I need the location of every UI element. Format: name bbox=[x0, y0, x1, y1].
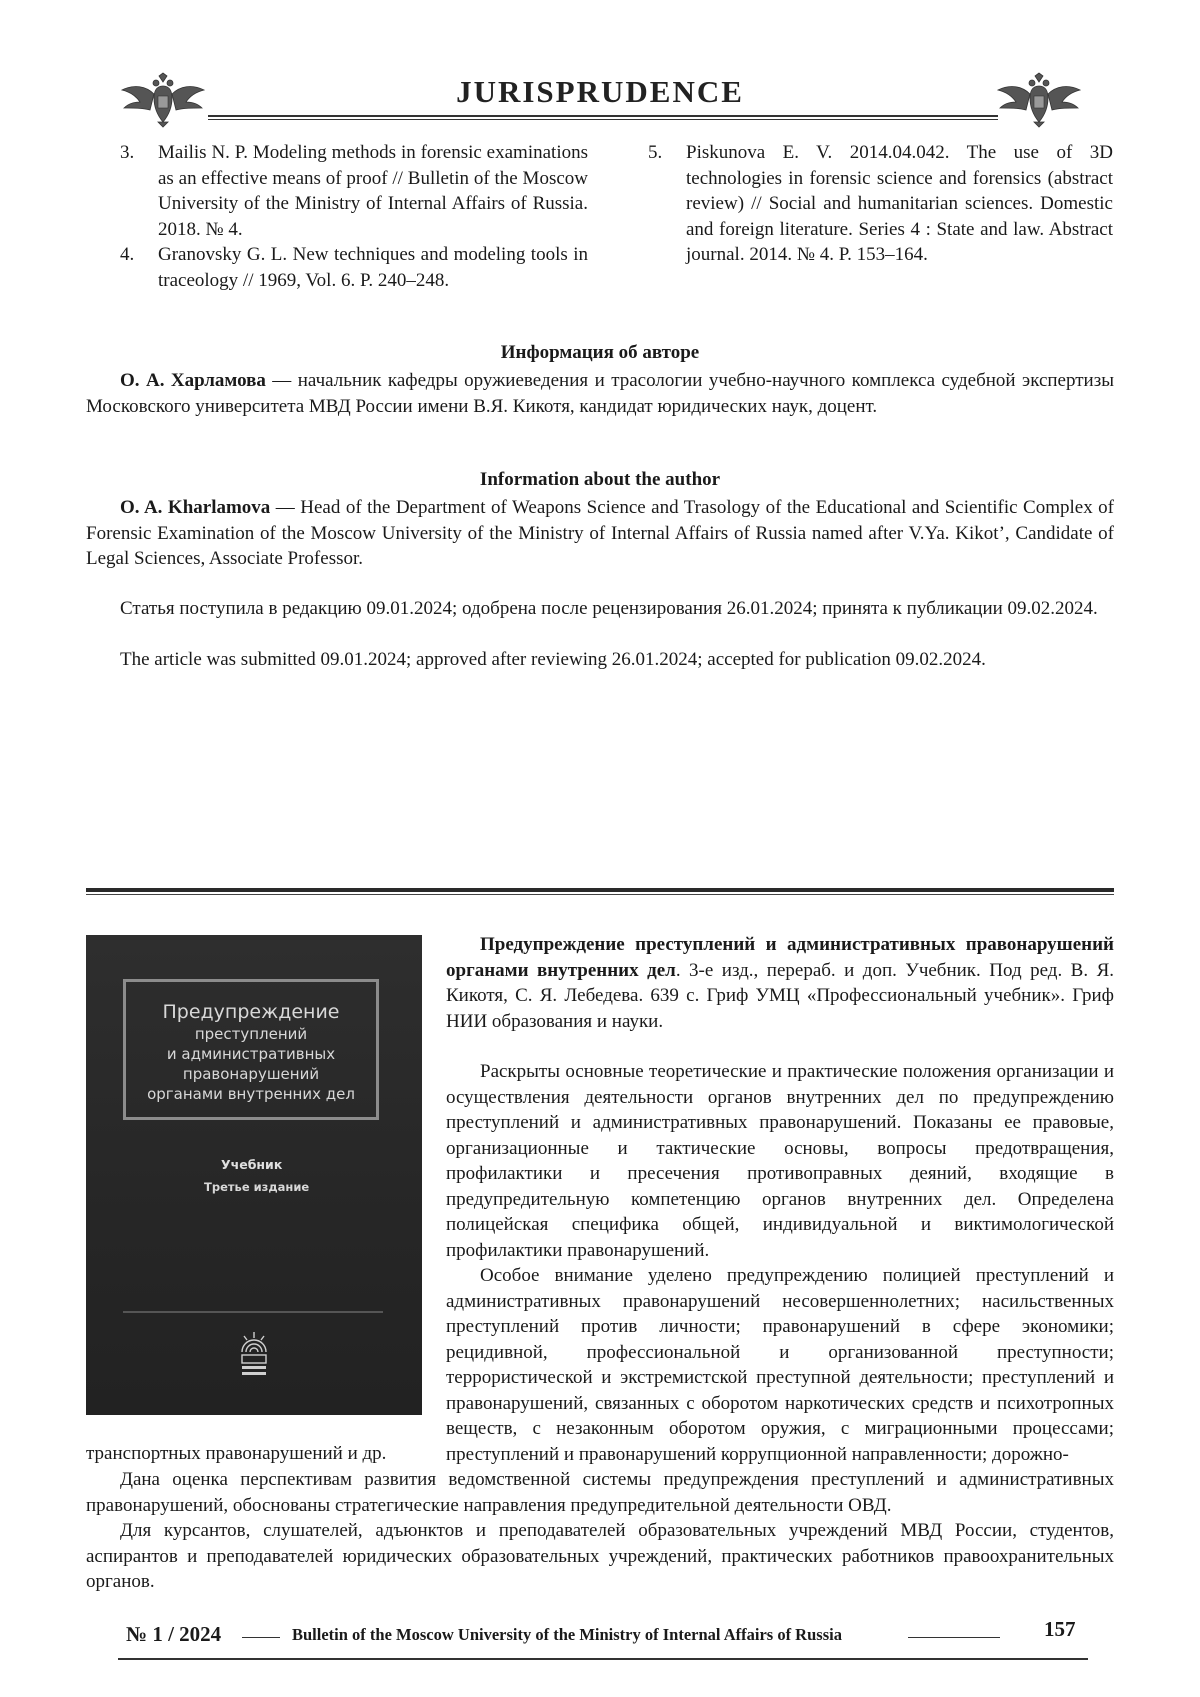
author-name-en: O. A. Kharlamova bbox=[120, 497, 271, 518]
book-annotation-p4: Для курсантов, слушателей, адъюнктов и преподавателей образовательных учреждений МВД России, студентов, аспирантов и преподавателей юридических образовательных учреждений, практических работников правоохранительных органов. bbox=[86, 1520, 1114, 1592]
submission-dates-en: The article was submitted 09.01.2024; approved after reviewing 26.01.2024; accepted for publication 09.02.2024. bbox=[120, 649, 986, 670]
footer-rule bbox=[118, 1658, 1088, 1660]
book-annotation-p3: Дана оценка перспективам развития ведомственной системы предупреждения преступлений и административных правонарушений, обоснованы стратегические направления предупредительной деятельности ОВД. bbox=[86, 1469, 1114, 1516]
author-info-heading-ru: Информация об авторе bbox=[500, 342, 700, 363]
author-info-ru bbox=[86, 368, 1114, 419]
section-divider-thin bbox=[86, 894, 1114, 895]
reference-item: 3. Mailis N. P. Modeling methods in forensic examinations as an effective means of proof // Bulletin of the Moscow University of the Ministry of Internal Affairs of Russia. 2018. № 4. bbox=[120, 142, 588, 240]
footer-issue-number: № 1 / 2024 bbox=[126, 1622, 222, 1646]
book-annotation-p1: Раскрыты основные теоретические и практические положения организации и осуществления деятельности органов внутренних дел по предупреждению преступлений и административных правонарушений. Показаны ее правовые, организационные и тактические основы, вопросы предотвращения, профилактики и пресечения противоправных деяний, входящие в предупредительную компетенцию органов внутренних дел. Определена полицейская специфика общей, индивидуальной и виктимологической профилактики правонарушений. bbox=[446, 1061, 1114, 1261]
author-info-en bbox=[86, 495, 1114, 572]
cover-edition: Третье издание bbox=[204, 1180, 310, 1194]
cover-rule bbox=[123, 1311, 383, 1313]
references-left-column bbox=[120, 140, 588, 293]
cover-book-type: Учебник bbox=[221, 1157, 283, 1172]
section-divider bbox=[86, 888, 1114, 892]
cover-title-frame bbox=[123, 979, 379, 1120]
author-description-ru: — начальник кафедры оружиеведения и трасологии учебно-научного комплекса судебной экспертизы Московского университета МВД России имени В.Я. Кикотя, кандидат юридических наук, доцент. bbox=[86, 370, 1114, 417]
footer-journal-name: Bulletin of the Moscow University of the Ministry of Internal Affairs of Russia bbox=[292, 1625, 842, 1644]
reference-item: 4. Granovsky G. L. New techniques and modeling tools in traceology // 1969, Vol. 6. P. 240–248. bbox=[120, 244, 588, 291]
page-number: 157 bbox=[1044, 1617, 1076, 1641]
author-name-ru: О. А. Харламова bbox=[120, 370, 266, 391]
book-citation bbox=[446, 932, 1114, 1034]
header-rule-thin bbox=[208, 119, 998, 120]
cover-title: Предупреждение преступлений и административных правонарушений органами внутренних дел bbox=[147, 1001, 355, 1103]
book-annotation-p2: Особое внимание уделено предупреждению полицией преступлений и административных правонарушений несовершеннолетних; насильственных преступлений против личности; правонарушений в сфере экономики; рецидивной, профессиональной и организованной преступности; террористической и экстремистской преступной деятельности; преступлений и правонарушений, связанных с оборотом наркотических средств и психотропных веществ, с незаконным оборотом оружия, с миграционными процессами; преступлений и правонарушений коррупционной направленности; дорожно- bbox=[446, 1265, 1114, 1465]
author-info-heading-en: Information about the author bbox=[479, 469, 721, 490]
unity-publisher-logo-icon bbox=[236, 1328, 272, 1380]
references-right-column bbox=[648, 140, 1113, 268]
header-rule bbox=[208, 115, 998, 117]
footer-dash bbox=[908, 1637, 1000, 1638]
book-title: Предупреждение преступлений и административных правонарушений органами внутренних дел bbox=[446, 934, 1114, 981]
reference-item: 5. Piskunova E. V. 2014.04.042. The use of 3D technologies in forensic science and forensics (abstract review) // Social and humanitarian sciences. Domestic and foreign literature. Series 4 : State and law. Abstract journal. 2014. № 4. P. 153–164. bbox=[648, 142, 1113, 265]
author-description-en: — Head of the Department of Weapons Science and Trasology of the Educational and Scientific Complex of Forensic Examination of the Moscow University of the Ministry of Internal Affairs of Russia named after V.Ya. Kikot’, Candidate of Legal Sciences, Associate Professor. bbox=[86, 497, 1114, 569]
footer-dash bbox=[242, 1637, 280, 1638]
book-annotation-p2-continued: транспортных правонарушений и др. bbox=[86, 1443, 387, 1464]
section-title: JURISPRUDENCE bbox=[456, 74, 744, 109]
submission-dates-ru: Статья поступила в редакцию 09.01.2024; одобрена после рецензирования 26.01.2024; принята к публикации 09.02.2024. bbox=[120, 598, 1098, 619]
book-cover bbox=[86, 935, 422, 1415]
book-details: . 3-е изд., перераб. и доп. Учебник. Под ред. В. Я. Кикотя, С. Я. Лебедева. 639 с. Гриф УМЦ «Профессиональный учебник». Гриф НИИ образования и науки. bbox=[446, 959, 1115, 1032]
